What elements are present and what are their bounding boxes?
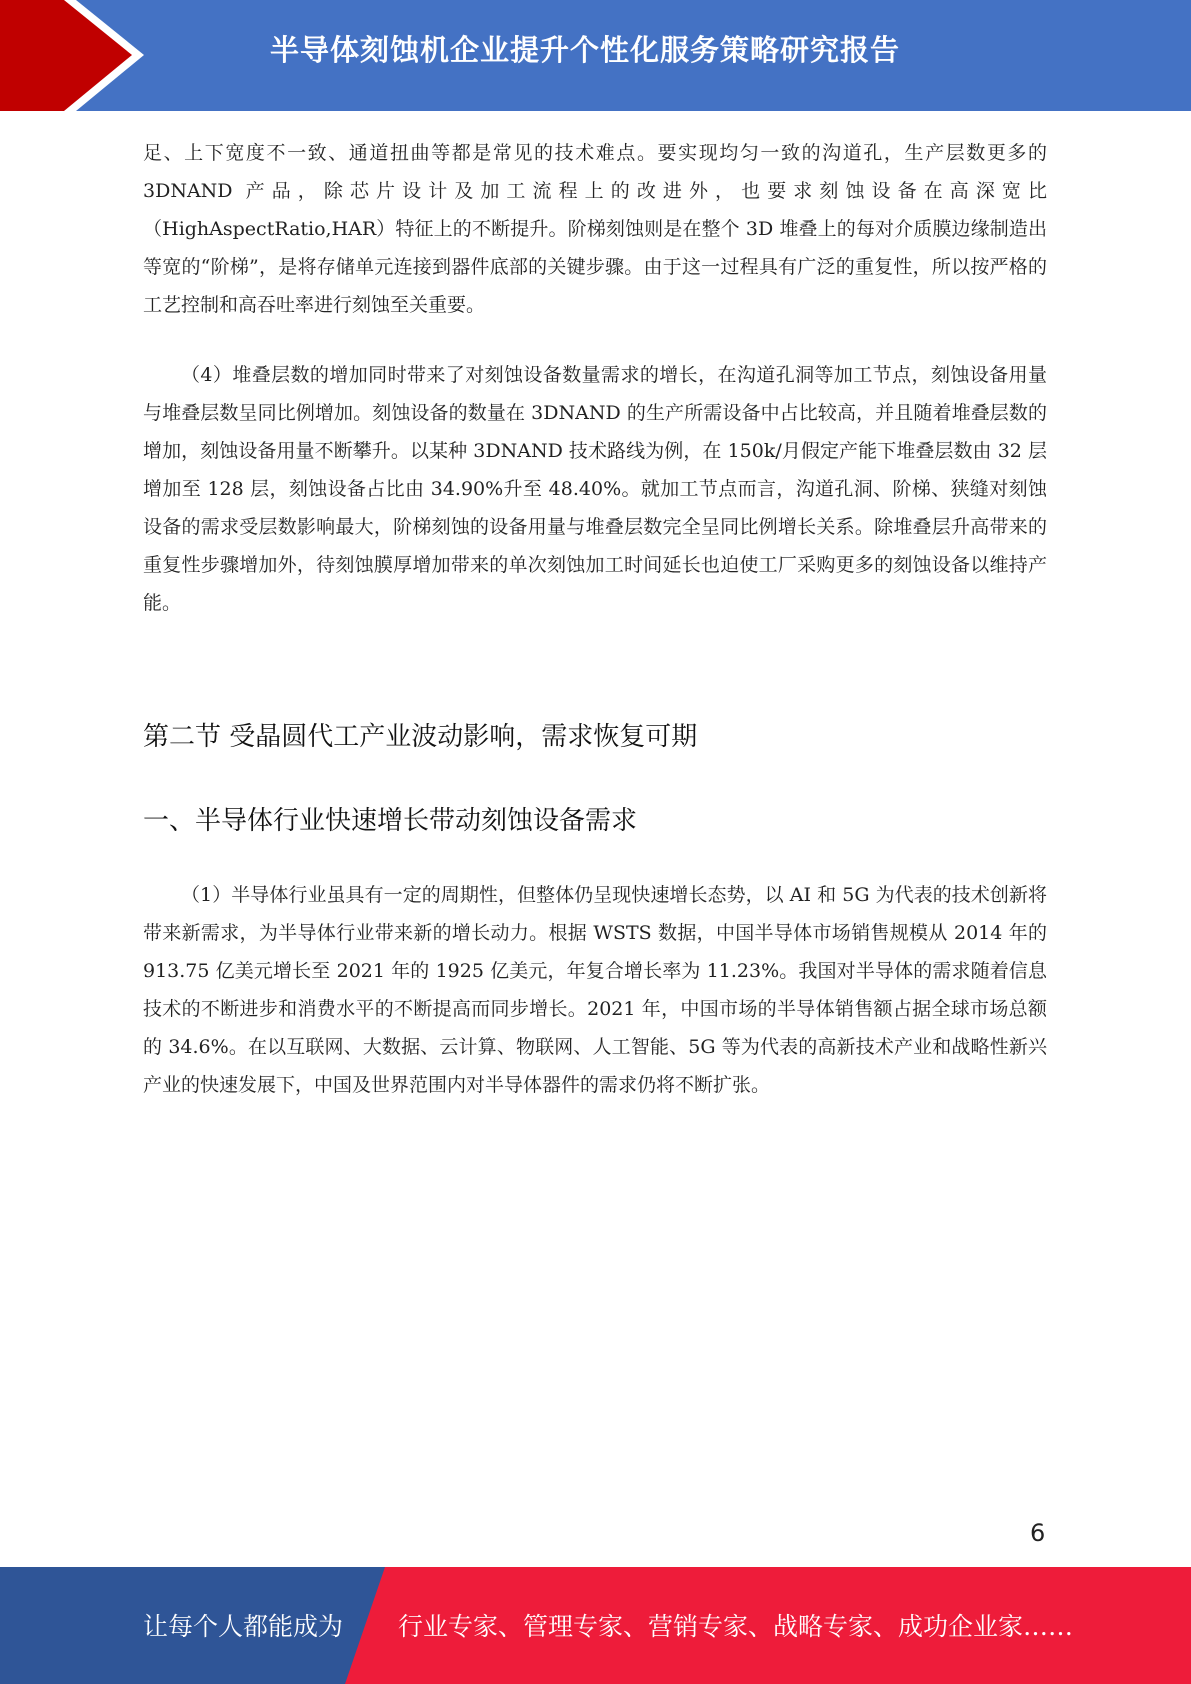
header-banner [0, 0, 1191, 111]
footer-slogan-left: 让每个人都能成为 [143, 1612, 344, 1641]
subsection-heading: 一、半导体行业快速增长带动刻蚀设备需求 [143, 806, 638, 836]
body-paragraph-2: （4）堆叠层数的增加同时带来了对刻蚀设备数量需求的增长，在沟道孔洞等加工节点，刻蚀设备用量与堆叠层数呈同比例增加。刻蚀设备的数量在 3DNAND 的生产所需设备中占比较高，并且随着堆叠层数的增加，刻蚀设备用量不断攀升。以某种 3DNAND 技术路线为例，在 150k/月假定产能下堆叠层数由 32 层增加至 128 层，刻蚀设备占比由 34.90%升至 48.40%。就加工节点而言，沟道孔洞、阶梯、狭缝对刻蚀设备的需求受层数影响最大，阶梯刻蚀的设备用量与堆叠层数完全呈同比例增长关系。除堆叠层升高带来的重复性步骤增加外，待刻蚀膜厚增加带来的单次刻蚀加工时间延长也迫使工厂采购更多的刻蚀设备以维持产能。 [143, 364, 1047, 614]
page-number: 6 [1030, 1519, 1046, 1547]
footer-banner [0, 1567, 1191, 1684]
section-heading: 第二节 受晶圆代工产业波动影响，需求恢复可期 [143, 722, 698, 752]
body-paragraph-1: 足、上下宽度不一致、通道扭曲等都是常见的技术难点。要实现均匀一致的沟道孔，生产层数更多的 3DNAND 产品，除芯片设计及加工流程上的改进外，也要求刻蚀设备在高深宽比（HighAspectRatio,HAR）特征上的不断提升。阶梯刻蚀则是在整个 3D 堆叠上的每对介质膜边缘制造出等宽的“阶梯”，是将存储单元连接到器件底部的关键步骤。由于这一过程具有广泛的重复性，所以按严格的工艺控制和高吞吐率进行刻蚀至关重要。 [143, 142, 1047, 316]
body-paragraph-3: （1）半导体行业虽具有一定的周期性，但整体仍呈现快速增长态势，以 AI 和 5G 为代表的技术创新将带来新需求，为半导体行业带来新的增长动力。根据 WSTS 数据，中国半导体市场销售规模从 2014 年的 913.75 亿美元增长至 2021 年的 1925 亿美元，年复合增长率为 11.23%。我国对半导体的需求随着信息技术的不断进步和消费水平的不断提高而同步增长。2021 年，中国市场的半导体销售额占据全球市场总额的 34.6%。在以互联网、大数据、云计算、物联网、人工智能、5G 等为代表的高新技术产业和战略性新兴产业的快速发展下，中国及世界范围内对半导体器件的需求仍将不断扩张。 [143, 884, 1047, 1096]
footer-slogan-right: 行业专家、管理专家、营销专家、战略专家、成功企业家…… [398, 1612, 1074, 1641]
report-title: 半导体刻蚀机企业提升个性化服务策略研究报告 [270, 33, 901, 67]
